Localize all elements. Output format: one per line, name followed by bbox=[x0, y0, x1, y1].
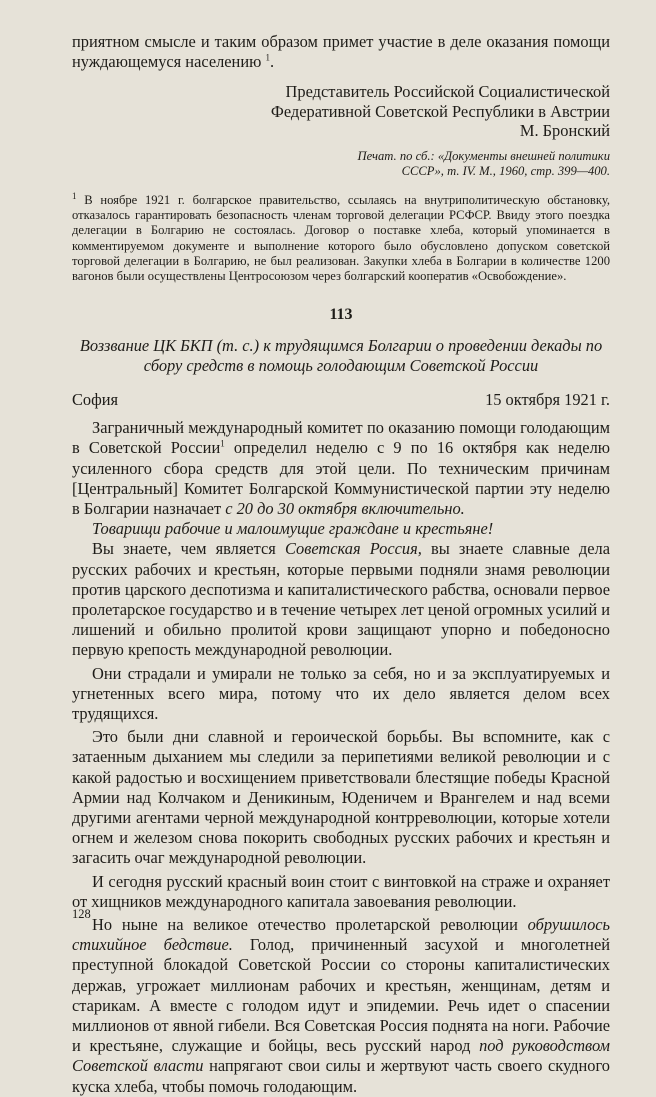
paragraph-2 bbox=[72, 539, 610, 660]
salutation-text: Товарищи рабочие и малоимущие граждане и крестьяне! bbox=[92, 519, 494, 539]
p2-text-a: Вы знаете, чем является bbox=[92, 539, 285, 559]
p2-text-b: вы знаете славные дела русских рабочих и крестьян, которые первыми подняли знамя революции против царского деспотизма и капиталистического рабства, основали первое пролетарское государство и в течение четырех лет ценой огромных усилий и лишений и обильно пролитой крови защищают упорно и победоносно первую крепость международной революции. bbox=[72, 539, 610, 660]
footnote-mark: 1 bbox=[72, 190, 77, 201]
place: София bbox=[72, 390, 119, 410]
document-number: 113 bbox=[329, 306, 353, 324]
salutation bbox=[72, 519, 610, 539]
footnote-ref: 1 bbox=[265, 52, 270, 63]
p1-footnote-ref: 1 bbox=[220, 438, 225, 449]
p6-text-a: Но ныне на великое отечество пролетарской революции bbox=[92, 915, 528, 934]
p1-text-b: определил неделю с 9 по 16 октября как неделю усиленного сбора средств для этой цели. По техническим причинам [Центральный] Комитет Болгарской Коммунистической партии эту неделю в Болгарии назначает bbox=[72, 438, 610, 518]
paragraph-5: И сегодня русский красный воин стоит с винтовкой на страже и охраняет от хищников международного капитала завоевания революции. bbox=[72, 871, 610, 911]
signature-line-1: Представитель Российской Социалистической bbox=[285, 82, 610, 102]
source-line-1: Печат. по сб.: «Документы внешней политики bbox=[357, 148, 610, 163]
place-date-line bbox=[72, 390, 610, 410]
signature-name: М. Бронский bbox=[519, 121, 610, 141]
p1-text-a: Заграничный международный комитет по оказанию помощи голодающим в Советской России bbox=[72, 418, 610, 458]
paragraph-1 bbox=[72, 418, 610, 519]
source-line-2: СССР», т. IV. М., 1960, стр. 399—400. bbox=[401, 163, 610, 178]
paragraph-6 bbox=[72, 915, 610, 1097]
p6-text-c: напрягают свои силы и жертвуют часть своего скудного куска хлеба, чтобы помочь голодающим. bbox=[72, 1056, 610, 1096]
document-title: Воззвание ЦК БКП (т. с.) к трудящимся Болгарии о проведении декады по сбору средств в помощь голодающим Советской России bbox=[79, 336, 603, 375]
date: 15 октября 1921 г. bbox=[485, 390, 610, 410]
source-citation bbox=[72, 149, 610, 179]
footnote bbox=[72, 190, 611, 284]
paragraph-4: Это были дни славной и героической борьбы. Вы вспомните, как с затаенным дыханием мы следили за перипетиями великой революции и с какой радостью и восхищением приветствовали блестящие победы Красной Армии над Колчаком и Деникиным, Юденичем и Врангелем и над всеми другими агентами черной международной контрреволюции, которые хотели огнем и железом снова покорить свободных русских рабочих и крестьян и загасить очаг международной революции. bbox=[72, 727, 610, 868]
p6-emphasis-2: под руководством Советской власти bbox=[72, 1036, 610, 1076]
continuation-paragraph: приятном смысле и таким образом примет участие в деле оказания помощи нуждающемуся населению $^1$. bbox=[72, 32, 610, 72]
footnote-text: В ноябре 1921 г. болгарское правительство, ссылаясь на внутриполитическую обстановку, отказалось гарантировать безопасность членам торговой делегации РСФСР. Ввиду этого поездка делегации в Болгарию не состоялась. Договор о поставке хлеба, который упоминается в комментируемом документе и выполнение которого было обусловлено допуском советской торговой делегации в Болгарию, не был реализован. Закупки хлеба в Болгарии в количестве 1200 вагонов были осуществлены Центросоюзом через болгарский кооператив «Освобождение». bbox=[72, 192, 611, 283]
p6-emphasis-1: обрушилось стихийное бедствие. bbox=[72, 915, 610, 955]
p6-text-b: Голод, причиненный засухой и многолетней преступной блокадой Советской России со стороны капиталистических держав, угрожает миллионам рабочих и крестьян, женщинам, детям и старикам. А вместе с голодом идут и эпидемии. Речь идет о спасении миллионов от явной гибели. Вся Советская Россия поднята на ноги. Рабочие и крестьяне, служащие и бойцы, весь русский народ bbox=[72, 935, 610, 1056]
signature-line-2: Федеративной Советской Республики в Австрии bbox=[270, 101, 610, 121]
p2-emphasis: Советская Россия, bbox=[284, 539, 422, 559]
signature-block bbox=[72, 82, 610, 141]
p1-emphasis: с 20 до 30 октября включительно. bbox=[225, 498, 465, 518]
page-number: 128 bbox=[72, 907, 91, 921]
continuation-text: приятном смысле и таким образом примет участие в деле оказания помощи нуждающемуся населению bbox=[72, 32, 610, 72]
paragraph-3: Они страдали и умирали не только за себя, но и за эксплуатируемых и угнетенных всего мира, потому что их дело является делом всех трудящихся. bbox=[72, 663, 610, 723]
